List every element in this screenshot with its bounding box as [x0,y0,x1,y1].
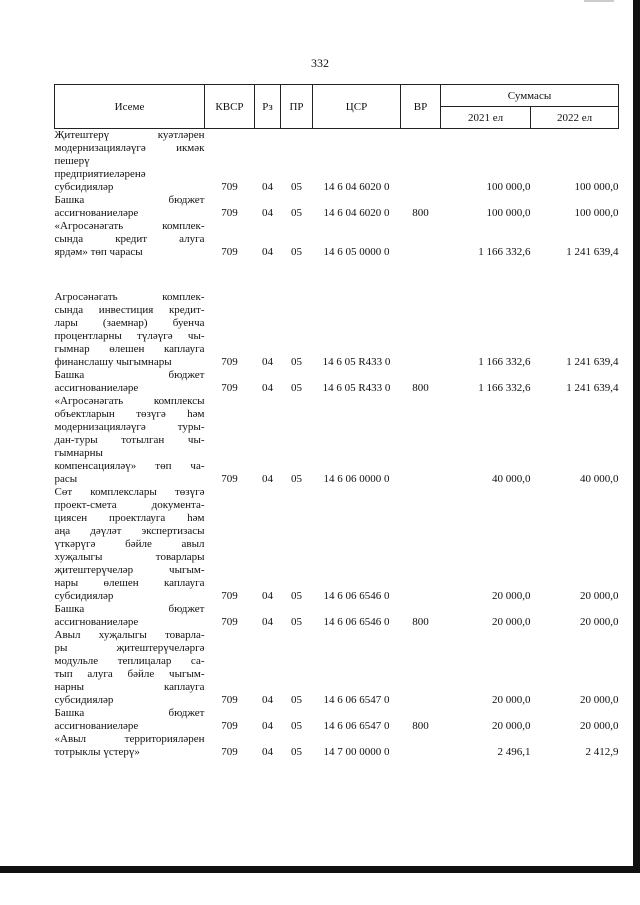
row-name-line: «Агросәнәгать комплексы [54,395,205,407]
cell-pr: 05 [291,181,302,193]
cell-sum2021: 100 000,0 [486,207,531,219]
cell-sum2022: 100 000,0 [574,207,619,219]
cell-vr [401,220,441,259]
row-name-line: Башка бюджет [54,369,205,381]
row-name-line: хуҗалыгы товарлары [54,551,205,563]
row-name-line: проект-смета документа- [54,499,205,511]
row-name-line: ассигнованиеләре [54,616,139,628]
row-name-line: «Агросәнәгать комплек- [54,220,205,232]
table-row [55,194,619,220]
row-name-line: тотрыклы үстерү» [54,746,140,758]
cell-kvsr: 709 [221,473,238,485]
row-name-line: сында кредит алуга [54,233,205,245]
cell-sum2022: 1 241 639,4 [566,382,619,394]
cell-sum2021: 2 496,1 [497,746,531,758]
row-name-line: субсидияләр [54,590,114,602]
cell-sum2022: 20 000,0 [580,720,619,732]
row-name-line: Агросәнәгать комплек- [54,291,205,303]
cell-sum2022: 1 241 639,4 [566,356,619,368]
cell-sum2022: 20 000,0 [580,616,619,628]
cell-rz: 04 [262,590,273,602]
row-name-line: гымнарны [54,447,103,459]
cell-csr: 14 6 06 6546 0 [323,590,390,602]
header-vr: ВР [401,85,441,129]
cell-csr: 14 7 00 0000 0 [323,746,390,758]
table-row [55,733,619,759]
cell-rz: 04 [262,720,273,732]
scan-right-border [633,0,640,873]
cell-vr: 800 [412,720,429,732]
row-name [55,629,205,707]
row-name-line: ассигнованиеләре [54,720,139,732]
cell-sum2021: 40 000,0 [492,473,531,485]
row-name-line: ассигнованиеләре [54,207,139,219]
cell-pr: 05 [291,590,302,602]
cell-csr: 14 6 05 R433 0 [322,382,391,394]
cell-vr [401,486,441,603]
cell-rz: 04 [262,694,273,706]
cell-pr: 05 [291,356,302,368]
cell-pr: 05 [291,616,302,628]
cell-csr: 14 6 06 6547 0 [323,720,390,732]
cell-csr: 14 6 06 6547 0 [323,694,390,706]
cell-sum2021: 100 000,0 [486,181,531,193]
cell-kvsr: 709 [221,382,238,394]
row-name-line: сында инвестиция кредит- [54,304,205,316]
cell-pr: 05 [291,720,302,732]
row-name-line: ассигнованиеләре [54,382,139,394]
cell-rz: 04 [262,616,273,628]
row-name-line: гымнар өлешен каплауга [54,343,205,355]
cell-sum2022: 100 000,0 [574,181,619,193]
row-name-line: расы [54,473,78,485]
table-row [55,629,619,707]
cell-kvsr: 709 [221,590,238,602]
cell-rz: 04 [262,473,273,485]
budget-table [54,84,619,759]
cell-sum2022: 20 000,0 [580,590,619,602]
cell-pr: 05 [291,246,302,258]
header-name: Исеме [55,85,205,129]
cell-pr: 05 [291,473,302,485]
cell-vr: 800 [412,382,429,394]
row-name [55,194,205,220]
row-name-line: Сөт комплекслары төзүгә [54,486,205,498]
cell-kvsr: 709 [221,181,238,193]
row-name-line: предприятиеләренә [54,168,146,180]
row-name-line: үткәрүгә бәйле авыл [54,538,205,550]
cell-kvsr: 709 [221,746,238,758]
cell-sum2021: 20 000,0 [492,720,531,732]
cell-rz: 04 [262,181,273,193]
cell-rz: 04 [262,246,273,258]
row-name-line: пешерү [54,155,90,167]
cell-pr: 05 [291,746,302,758]
cell-kvsr: 709 [221,616,238,628]
cell-rz: 04 [262,356,273,368]
row-name [55,707,205,733]
row-name-line: компенсацияләү» төп ча- [54,460,205,472]
row-name-line: аңа дәүләт экспертизасы [54,525,205,537]
row-name-line: Башка бюджет [54,194,205,206]
row-name [55,369,205,395]
table-body [55,129,619,760]
cell-sum2021: 20 000,0 [492,616,531,628]
table-row [55,707,619,733]
cell-csr: 14 6 06 0000 0 [323,473,390,485]
cell-pr: 05 [291,382,302,394]
row-name-line: циясен проектлауга һәм [54,512,205,524]
cell-kvsr: 709 [221,356,238,368]
row-name-line: процентларны түләүгә чы- [54,330,205,342]
cell-kvsr: 709 [221,694,238,706]
cell-vr [401,733,441,759]
row-name [55,603,205,629]
cell-sum2021: 20 000,0 [492,694,531,706]
row-name-line: субсидияләр [54,181,114,193]
cell-sum2021: 1 166 332,6 [478,382,531,394]
row-name-line: модернизацияләүгә икмәк [54,142,205,154]
row-name-line: нары өлешен каплауга [54,577,205,589]
row-name-line: җитештерүчеләр чыгым- [54,564,205,576]
row-name [55,486,205,603]
header-pr: ПР [281,85,313,129]
cell-csr: 14 6 04 6020 0 [323,181,390,193]
header-sums: Суммасы [441,85,619,107]
cell-csr: 14 6 04 6020 0 [323,207,390,219]
row-name-line: «Авыл территорияләрен [54,733,205,745]
header-year-2022: 2022 ел [531,107,619,129]
scan-edge-mark [584,0,614,2]
cell-pr: 05 [291,207,302,219]
cell-kvsr: 709 [221,720,238,732]
cell-kvsr: 709 [221,246,238,258]
table-row [55,395,619,486]
header-rz: Рз [255,85,281,129]
table-row [55,259,619,369]
header-year-2021: 2021 ел [441,107,531,129]
table-row [55,486,619,603]
row-name-line: ры җитештерүчеләргә [54,642,205,654]
row-name-line: Җитештерү куәтләрен [54,129,205,141]
header-kvsr: КВСР [205,85,255,129]
cell-csr: 14 6 06 6546 0 [323,616,390,628]
row-name-line: модульле теплицалар са- [54,655,205,667]
row-name-line: субсидияләр [54,694,114,706]
cell-vr [401,129,441,195]
cell-csr: 14 6 05 R433 0 [322,356,391,368]
row-name [55,220,205,259]
cell-sum2022: 40 000,0 [580,473,619,485]
cell-rz: 04 [262,382,273,394]
row-name-line: дан-туры тотылган чы- [54,434,205,446]
row-name [55,733,205,759]
cell-sum2022: 20 000,0 [580,694,619,706]
table-row [55,603,619,629]
cell-pr: 05 [291,694,302,706]
cell-sum2022: 2 412,9 [585,746,619,758]
row-name-line: лары (заемнар) буенча [54,317,205,329]
row-name-line: тып алуга бәйле чыгым- [54,668,205,680]
table-row [55,369,619,395]
row-name-line: Башка бюджет [54,707,205,719]
table-row [55,129,619,195]
cell-vr [401,629,441,707]
cell-vr [401,259,441,369]
cell-kvsr: 709 [221,207,238,219]
page-number: 332 [311,56,329,70]
cell-vr [401,395,441,486]
table-row [55,220,619,259]
row-name [55,129,205,195]
cell-rz: 04 [262,746,273,758]
row-name-line: Башка бюджет [54,603,205,615]
cell-vr: 800 [412,616,429,628]
row-name-line: финанслашу чыгымнары [54,356,172,368]
row-name-line: Авыл хуҗалыгы товарла- [54,629,205,641]
header-csr: ЦСР [313,85,401,129]
row-name [55,395,205,486]
cell-rz: 04 [262,207,273,219]
row-name-line: ярдәм» төп чарасы [54,246,143,258]
cell-sum2021: 20 000,0 [492,590,531,602]
scan-bottom-border [0,866,640,873]
cell-sum2021: 1 166 332,6 [478,246,531,258]
cell-vr: 800 [412,207,429,219]
row-name [55,259,205,369]
cell-csr: 14 6 05 0000 0 [323,246,390,258]
row-name-line: нарны каплауга [54,681,205,693]
cell-sum2021: 1 166 332,6 [478,356,531,368]
cell-sum2022: 1 241 639,4 [566,246,619,258]
row-name-line: модернизацияләүгә туры- [54,421,205,433]
row-name-line: объектларын төзүгә һәм [54,408,205,420]
